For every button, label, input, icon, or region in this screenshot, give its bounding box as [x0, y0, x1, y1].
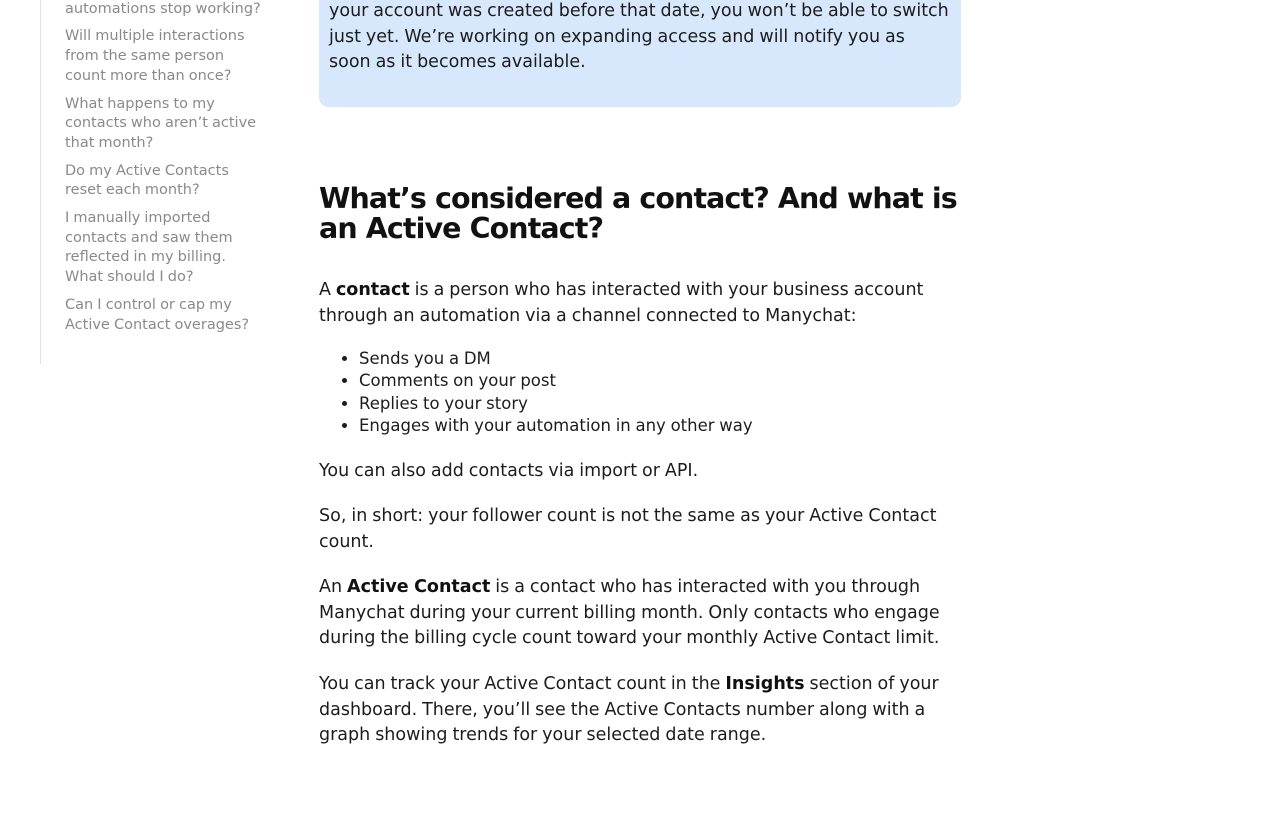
toc-item-inactive-contacts[interactable]: What happens to my contacts who aren’t active that month? [65, 95, 257, 151]
insights-note [319, 672, 959, 749]
toc-item-reset-monthly[interactable]: Do my Active Contacts reset each month? [65, 162, 229, 199]
insights-suffix: section of your dashboard. There, you’ll see the Active Contacts number along with a graph showing trends for your selected date range. [319, 674, 939, 745]
toc-item-cap-overages[interactable]: Can I control or cap my Active Contact overages? [65, 296, 250, 333]
short-note: So, in short: your follower count is not the same as your Active Contact count. [319, 506, 937, 552]
list-item: • Sends you a DM [359, 348, 959, 370]
contact-interaction-list [319, 348, 959, 437]
list-item: • Comments on your post [359, 370, 959, 392]
insights-prefix: You can track your Active Contact count in the [319, 674, 726, 694]
contact-definition [319, 278, 959, 329]
contact-term: contact [335, 280, 410, 300]
active-contact-definition [319, 575, 959, 652]
toc-item-imported-contacts[interactable]: I manually imported contacts and saw them reflected in my billing. What should I do? [65, 210, 233, 286]
insights-term: Insights [725, 674, 805, 694]
list-item: • Replies to your story [359, 393, 959, 415]
toc-list [41, 0, 271, 335]
toc-item-multiple-interactions[interactable]: Will multiple interactions from the same person count more than once? [65, 28, 245, 84]
active-def-prefix: An [319, 577, 348, 597]
section-heading: What’s considered a contact? And what is an Active Contact? [319, 182, 957, 245]
contact-def-suffix: is a person who has interacted with your business account through an automation via a channel connected to Manychat: [319, 280, 924, 326]
info-callout [319, 0, 961, 107]
callout-text: your account was created before that date, you won’t be able to switch just yet. We’re working on expanding access and will notify you as soon as it becomes available. [329, 1, 949, 72]
import-note: You can also add contacts via import or API. [319, 461, 699, 481]
toc-item-automations-stop[interactable]: automations stop working? [65, 0, 261, 17]
table-of-contents [40, 0, 271, 364]
contact-def-prefix: A [319, 280, 336, 300]
active-contact-term: Active Contact [347, 577, 491, 597]
active-def-suffix: is a contact who has interacted with you through Manychat during your current billing month. Only contacts who engage during the billing cycle count toward your monthly Active Contact limit. [319, 577, 940, 648]
list-item: • Engages with your automation in any other way [359, 415, 959, 437]
